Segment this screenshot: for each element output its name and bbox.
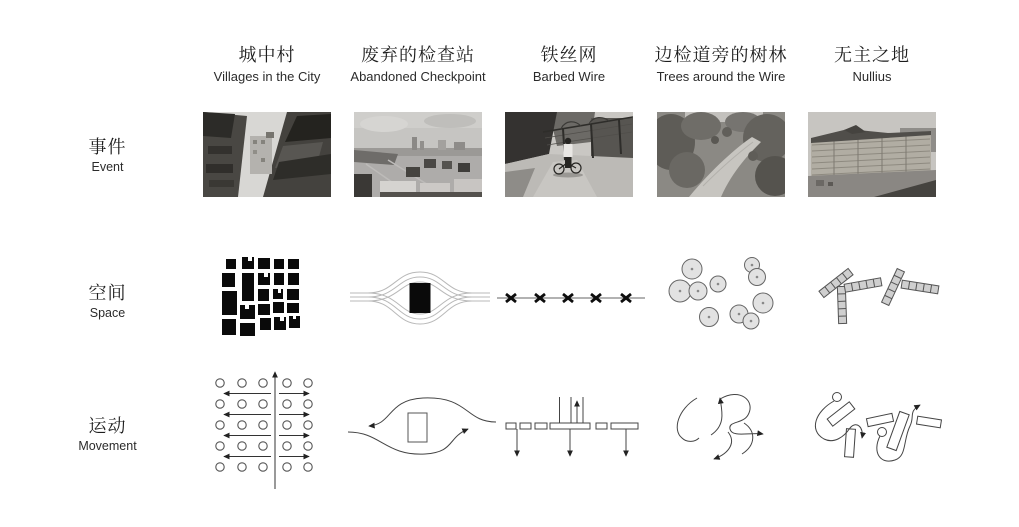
space-diagram-barbed-wire [496, 290, 646, 306]
space-diagram-trees [660, 253, 780, 333]
column-header-barbed-wire [494, 44, 644, 85]
event-photo-barbed-wire [505, 112, 633, 197]
movement-diagram-nullius [800, 380, 950, 480]
column-header-checkpoint [343, 44, 493, 85]
column-title-en: Nullius [852, 69, 892, 84]
row-label-movement [40, 415, 175, 454]
column-title-zh: 边检道旁的树林 [654, 45, 788, 65]
movement-diagram-villages [205, 366, 325, 491]
event-photo-trees [657, 112, 785, 197]
urban-village-alley-photo [203, 112, 331, 197]
column-title-zh: 城中村 [238, 45, 296, 65]
row-label-zh: 运动 [88, 416, 127, 436]
scattered-tree-canopies-graphic [660, 253, 780, 333]
highway-checkpoint-photo [354, 112, 482, 197]
column-header-nullius [797, 44, 947, 85]
column-title-en: Trees around the Wire [656, 69, 786, 84]
event-photo-checkpoint [354, 112, 482, 197]
column-header-trees [646, 44, 796, 85]
tangled-paths-graphic [668, 385, 778, 480]
column-header-villages [192, 44, 342, 85]
wire-line-with-x-marks-graphic [496, 290, 646, 306]
column-title-zh: 废弃的检查站 [361, 45, 475, 65]
tree-lined-path-photo [657, 112, 785, 197]
column-title-en: Barbed Wire [532, 69, 606, 84]
column-title-zh: 无主之地 [834, 45, 910, 65]
column-title-en: Abandoned Checkpoint [350, 69, 486, 84]
wall-gate-arrows-graphic [500, 392, 650, 464]
segmented-bar-strips-graphic [805, 258, 940, 333]
row-label-event [40, 136, 175, 175]
space-diagram-checkpoint [350, 266, 490, 330]
event-photo-nullius [808, 112, 936, 197]
movement-diagram-checkpoint [347, 392, 497, 464]
row-label-zh: 空间 [88, 283, 127, 303]
row-label-en: Movement [78, 439, 137, 453]
stacked-pallet-wall-photo [808, 112, 936, 197]
row-label-space [40, 282, 175, 321]
column-title-zh: 铁丝网 [540, 45, 598, 65]
barbed-wire-fence-cyclist-photo [505, 112, 633, 197]
row-label-en: Event [91, 160, 124, 174]
space-diagram-nullius [805, 258, 940, 333]
movement-diagram-trees [668, 385, 778, 480]
circle-grid-with-arrows-graphic [205, 366, 325, 491]
flow-lines-around-island-graphic [350, 266, 490, 330]
column-title-en: Villages in the City [213, 69, 321, 84]
paths-around-island-graphic [347, 392, 497, 464]
row-label-en: Space [89, 306, 126, 320]
row-label-zh: 事件 [88, 137, 127, 157]
movement-diagram-barbed-wire [500, 392, 650, 464]
space-diagram-villages [218, 257, 306, 343]
figure-ground-blocks-graphic [218, 257, 306, 343]
event-photo-villages [203, 112, 331, 197]
paths-between-bars-graphic [800, 380, 950, 480]
